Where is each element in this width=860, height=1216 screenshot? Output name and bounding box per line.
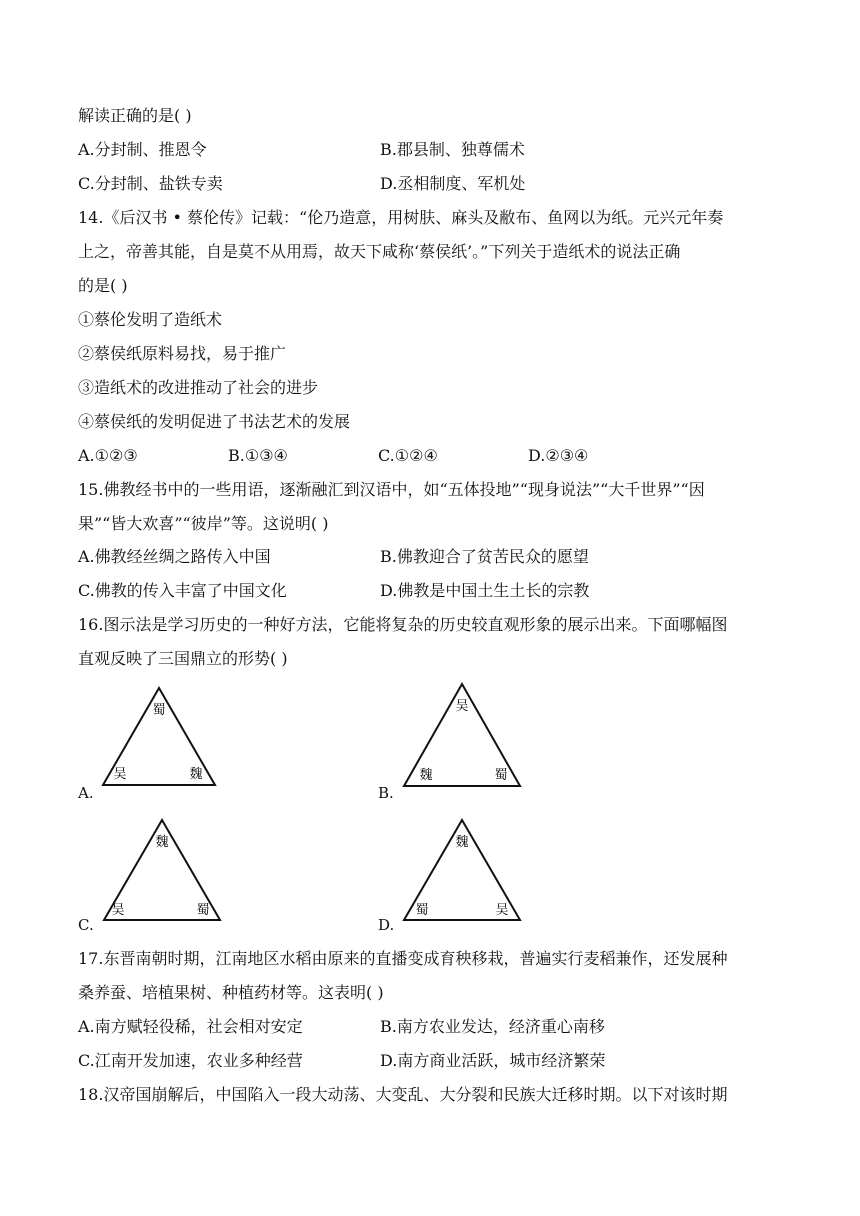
q15-option-d[interactable]: D.佛教是中国土生土长的宗教 [380,581,590,600]
q15-stem-line-2: 果”“皆大欢喜”“彼岸”等。这说明( ) [78,514,329,533]
q14-option-a[interactable]: A.①②③ [78,446,138,465]
q16-option-c-figure[interactable] [78,816,238,936]
q15-option-b[interactable]: B.佛教迎合了贫苦民众的愿望 [380,547,589,566]
q13-option-c[interactable]: C.分封制、盐铁专卖 [78,174,223,193]
triangle-diagram-d [378,816,538,936]
q16-option-b-figure[interactable] [378,680,538,804]
triangle-a-left: 吴 [113,767,127,782]
q16-stem-line-1: 16.图示法是学习历史的一种好方法，它能将复杂的历史较直观形象的展示出来。下面哪幅图 [78,615,728,634]
q14-item-2: ②蔡侯纸原料易找，易于推广 [78,344,287,363]
q15-stem-line-1: 15.佛教经书中的一些用语，逐渐融汇到汉语中，如“五体投地”“现身说法”“大千世界”“因 [78,480,705,499]
triangle-a-right: 魏 [189,767,203,782]
triangle-d-top: 魏 [455,835,469,850]
q17-option-d[interactable]: D.南方商业活跃，城市经济繁荣 [380,1051,606,1070]
q16-option-c-label: C. [78,916,94,934]
triangle-b-top: 吴 [455,699,469,714]
triangle-diagram-b [378,680,538,804]
q14-option-b[interactable]: B.①③④ [228,446,288,465]
triangle-b-right: 蜀 [494,768,508,783]
q18-stem-line-1: 18.汉帝国崩解后，中国陷入一段大动荡、大变乱、大分裂和民族大迁移时期。以下对该时期 [78,1085,728,1104]
triangle-d-right: 吴 [495,903,509,918]
q16-option-a-label: A. [78,784,94,802]
q17-stem-line-2: 桑养蚕、培植果树、种植药材等。这表明( ) [78,983,384,1002]
triangle-c-left: 吴 [111,903,125,918]
q17-stem-line-1: 17.东晋南朝时期，江南地区水稻由原来的直播变成育秧移栽，普遍实行麦稻兼作，还发展种 [78,949,728,968]
q13-option-a[interactable]: A.分封制、推恩令 [78,140,207,159]
q17-option-c[interactable]: C.江南开发加速，农业多种经营 [78,1051,303,1070]
q14-option-d[interactable]: D.②③④ [528,446,589,465]
triangle-c-top: 魏 [155,835,169,850]
q16-option-a-figure[interactable] [78,684,238,804]
q13-option-b[interactable]: B.郡县制、独尊儒术 [380,140,525,159]
q16-option-d-figure[interactable] [378,816,538,936]
q14-option-c[interactable]: C.①②④ [378,446,438,465]
q14-item-1: ①蔡伦发明了造纸术 [78,310,223,329]
triangle-b-left: 魏 [419,768,433,783]
q14-stem-line-3: 的是( ) [78,276,128,295]
q13-option-d[interactable]: D.丞相制度、军机处 [380,174,526,193]
q14-item-4: ④蔡侯纸的发明促进了书法艺术的发展 [78,412,351,431]
triangle-a-top: 蜀 [152,703,166,718]
triangle-diagram-c [78,816,238,936]
triangle-c-right: 蜀 [196,903,210,918]
q17-option-a[interactable]: A.南方赋轻役稀，社会相对安定 [78,1017,303,1036]
triangle-diagram-a [78,684,238,804]
q15-option-c[interactable]: C.佛教的传入丰富了中国文化 [78,581,287,600]
triangle-d-left: 蜀 [415,903,429,918]
q13-stem-line: 解读正确的是( ) [78,106,192,125]
q17-option-b[interactable]: B.南方农业发达，经济重心南移 [380,1017,605,1036]
q14-stem-line-2: 上之，帝善其能，自是莫不从用焉，故天下咸称‘蔡侯纸’。”下列关于造纸术的说法正确 [78,242,681,261]
q14-item-3: ③造纸术的改进推动了社会的进步 [78,378,319,397]
q14-stem-line-1: 14.《后汉书 • 蔡伦传》记载：“伦乃造意，用树肤、麻头及敝布、鱼网以为纸。元兴元年奏 [78,208,724,227]
q16-option-b-label: B. [378,784,394,802]
q16-option-d-label: D. [378,916,395,934]
q16-stem-line-2: 直观反映了三国鼎立的形势( ) [78,649,288,668]
q15-option-a[interactable]: A.佛教经丝绸之路传入中国 [78,547,271,566]
